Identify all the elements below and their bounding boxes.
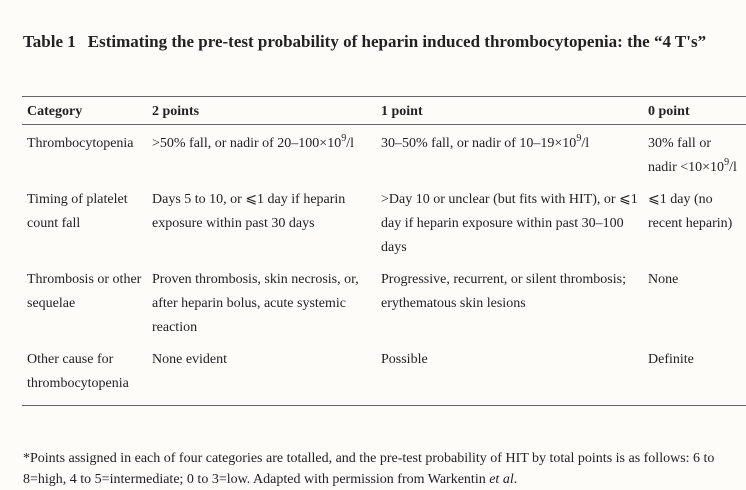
- header-0-point: 0 point: [648, 104, 690, 119]
- table-title: Estimating the pre-test probability of heparin induced thrombocytopenia: the “4 T's”: [87, 32, 707, 51]
- header-1-point: 1 point: [381, 104, 423, 119]
- table-bottom-rule: [22, 405, 746, 406]
- cell-0-point: ⩽1 day (no recent heparin): [648, 192, 733, 231]
- footnote-italic: et al: [489, 472, 514, 487]
- header-category: Category: [27, 104, 83, 119]
- cell-2-points: Days 5 to 10, or ⩽1 day if heparin exposure within past 30 days: [152, 192, 346, 231]
- hit-probability-table: [22, 97, 743, 400]
- cell-0-point: Definite: [648, 352, 694, 367]
- cell-1-point: Possible: [381, 352, 428, 367]
- cell-category: Thrombosis or other sequelae: [27, 272, 142, 311]
- cell-1-point: >Day 10 or unclear (but fits with HIT), or ⩽1 day if heparin exposure within past 30–100 days: [381, 192, 638, 255]
- cell-category: Other cause for thrombocytopenia: [27, 352, 129, 391]
- table-footnote: *Points assigned in each of four categories are totalled, and the pre-test probability of HIT by total points is as follows: 6 to 8=high, 4 to 5=intermediate; 0 to 3=low. Adapted with permission from Warkentin et al.: [23, 451, 715, 487]
- header-2-points: 2 points: [152, 104, 200, 119]
- cell-category: Timing of platelet count fall: [27, 192, 128, 231]
- table-caption: [23, 30, 723, 54]
- cell-2-points: Proven thrombosis, skin necrosis, or, after heparin bolus, acute systemic reaction: [152, 272, 359, 335]
- table-label: Table 1: [23, 32, 76, 51]
- table-row: [22, 264, 743, 344]
- cell-2-points: >50% fall, or nadir of $20-100\times 10^9/l$: [152, 133, 354, 151]
- table-row: [22, 344, 743, 400]
- cell-1-point: 30–50% fall, or nadir of $10-19\times 10^9/l$: [381, 133, 590, 151]
- cell-category: Thrombocytopenia: [27, 136, 134, 151]
- table-row: [22, 184, 743, 264]
- cell-0-point: 30% fall or nadir $<10\times 10^9/l$: [648, 136, 737, 175]
- cell-2-points: None evident: [152, 352, 228, 367]
- table-row: [22, 127, 743, 184]
- cell-0-point: None: [648, 272, 679, 287]
- cell-1-point: Progressive, recurrent, or silent thrombosis; erythematous skin lesions: [381, 272, 626, 311]
- table-header-row: [22, 97, 743, 127]
